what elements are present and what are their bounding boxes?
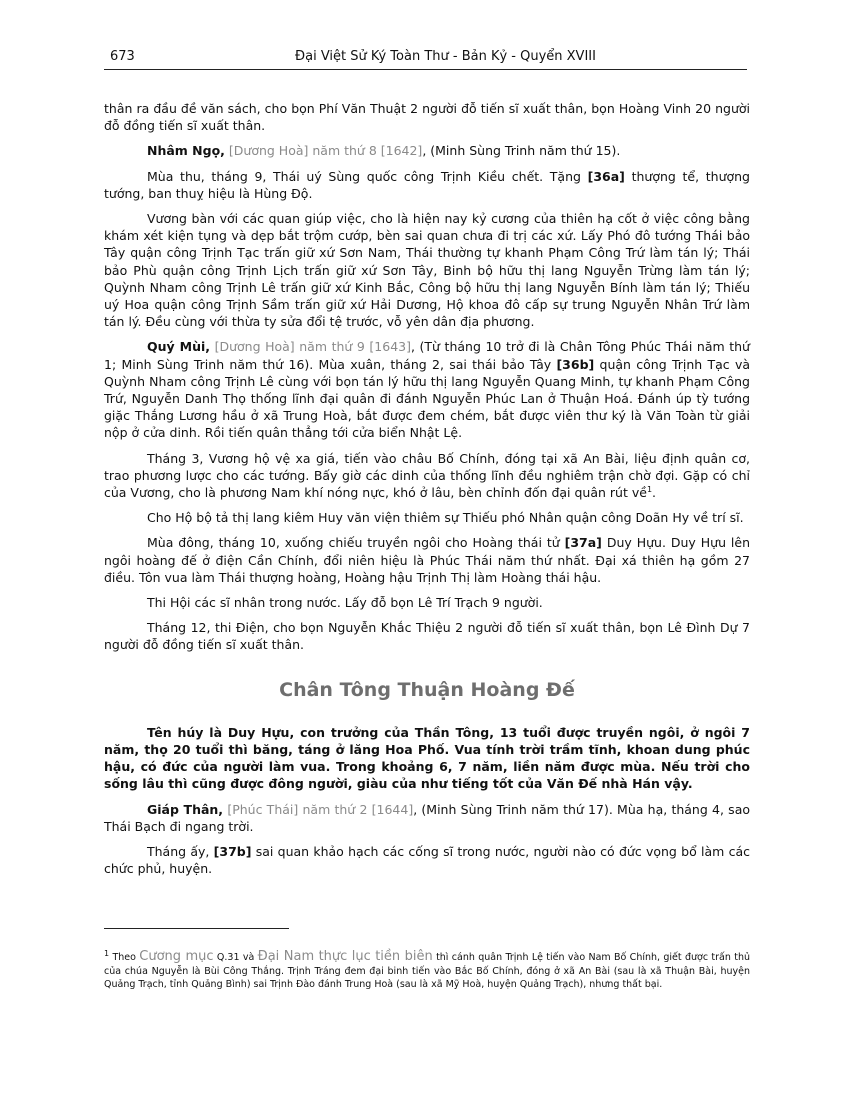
paragraph-text: Tháng 12, thi Điện, cho bọn Nguyễn Khắc Thiệu 2 người đỗ tiến sĩ xuất thân, bọn Lê Đình Dự 7 người đỗ đồng tiến sĩ xuất thân.: [104, 620, 750, 653]
footnote-text: thì cánh quân Trịnh Lệ tiến vào Nam Bố Chính, giết được trấn thủ của chúa Nguyễn là Bùi Công Thắng. Trịnh Tráng đem đại binh tiến vào Bắc Bố Chính, đóng ở xã An Bài (sau là xã Thuận Bài, huyện Quảng Trạch, tỉnh Quảng Bình) sai Trịnh Đào đánh Trung Hoà (sau là xã Mỹ Hoà, huyện Quảng Trạch), nhưng thất bại.: [104, 952, 750, 990]
paragraph-text: Tên húy là Duy Hựu, con trưởng của Thần Tông, 13 tuổi được truyền ngôi, ở ngôi 7 năm, thọ 20 tuổi thì băng, táng ở lăng Hoa Phố. Vua tính trời trầm tĩnh, khoan dung phúc hậu, có đức của người làm vua. Trong khoảng 6, 7 năm, liền năm được mùa. Nếu trời cho sống lâu thì cũng được đông người, giàu của như tiếng tốt của Văn Đế nhà Hán vậy.: [104, 724, 750, 792]
page-ref: [36b]: [556, 356, 595, 372]
paragraph: [104, 594, 750, 611]
paragraph-text: thượng tể, thượng tướng, ban thuỵ hiệu là Hùng Độ.: [104, 168, 750, 201]
footnote: [104, 950, 750, 992]
body-text: [104, 100, 750, 885]
paragraph-text: Mùa thu, tháng 9, Thái uý Sùng quốc công Trịnh Kiều chết. Tặng: [147, 168, 588, 184]
year-entry-nham-ngo: [104, 142, 750, 159]
paragraph: [104, 509, 750, 526]
page-header: [104, 49, 747, 70]
paragraph-text: .: [652, 485, 657, 501]
era-label: [Dương Hoà] năm thứ 9 [1643]: [214, 339, 411, 355]
running-title: Đại Việt Sử Ký Toàn Thư - Bản Kỷ - Quyển XVIII: [295, 49, 596, 64]
era-label: [Dương Hoà] năm thứ 8 [1642]: [228, 143, 423, 159]
section-heading: Chân Tông Thuận Hoàng Đế: [279, 678, 575, 701]
year-label: Giáp Thân,: [147, 801, 224, 817]
paragraph: [104, 168, 750, 202]
footnote-text: Theo: [109, 952, 140, 963]
section-intro: [104, 724, 750, 793]
footnote-source: Cương mục: [139, 949, 214, 964]
paragraph-text: Thi Hội các sĩ nhân trong nước. Lấy đỗ bọn Lê Trí Trạch 9 người.: [147, 595, 543, 611]
paragraph-text: Mùa đông, tháng 10, xuống chiếu truyền ngôi cho Hoàng thái tử: [147, 535, 565, 551]
year-entry-quy-mui: [104, 338, 750, 441]
paragraph: [104, 534, 750, 586]
page-ref: [37b]: [213, 843, 252, 859]
year-entry-giap-than: [104, 801, 750, 835]
footnote-number: 1: [104, 948, 110, 958]
paragraph: [104, 210, 750, 330]
footnote-marker[interactable]: 1: [646, 484, 653, 494]
page-number: 673: [110, 49, 135, 64]
footnote-text: Q.31 và: [213, 952, 258, 963]
page-ref: [36a]: [587, 168, 625, 184]
paragraph-text: , (Minh Sùng Trinh năm thứ 17). Mùa hạ, tháng 4, sao Thái Bạch đi ngang trời.: [104, 801, 751, 834]
paragraph: [104, 619, 750, 653]
paragraph-text: quận công Trịnh Tạc và Quỳnh Nham công Trịnh Lê cùng với bọn tán lý hữu thị lang Nguyễn Quang Minh, tự khanh Phạm Công Trứ, Nguyễn Danh Thọ thống lĩnh đại quân đi đánh Nguyễn Phúc Lan ở Thuận Hoá. Đánh úp tỳ tướng giặc Thắng Lương hầu ở xã Trung Hoà, bắt được đem chém, bắt được viên thư ký là Văn Toàn từ giải nộp ở cửa dinh. Rồi tiến quân thẳng tới cửa biển Nhật Lệ.: [104, 356, 751, 441]
paragraph: [104, 100, 750, 134]
paragraph-text: , (Minh Sùng Trinh năm thứ 15).: [422, 143, 621, 159]
paragraph-text: Cho Hộ bộ tả thị lang kiêm Huy văn viện thiêm sự Thiếu phó Nhân quận công Doãn Hy về trí sĩ.: [147, 510, 744, 526]
page-ref: [37a]: [564, 535, 602, 551]
paragraph-text: Tháng 3, Vương hộ vệ xa giá, tiến vào châu Bố Chính, đóng tại xã An Bài, liệu định quân cơ, trao phương lược cho các tướng. Bấy giờ các dinh của thống lĩnh đều nghiêm trận chờ đợi. Gặp có chỉ của Vương, cho là phương Nam khí nóng nực, khó ở lâu, bèn chỉnh đốn đại quân rút về: [104, 450, 750, 501]
paragraph-text: Vương bàn với các quan giúp việc, cho là hiện nay kỷ cương của thiên hạ cốt ở việc công bằng khám xét kiện tụng và dẹp bắt trộm cướp, bèn sai quan chưa đi trị các xứ. Lấy Phó đô tướng Thái bảo Tây quận công Trịnh Tạc trấn giữ xứ Sơn Nam, Thái thường tự khanh Phạm Công Trứ làm tán lý; Thái bảo Phù quận công Trịnh Lịch trấn giữ xứ Sơn Tây, Binh bộ hữu thị lang Nguyễn Trừng làm tán lý; Quỳnh Nham công Trịnh Lê trấn giữ xứ Kinh Bắc, Công bộ hữu thị lang Nguyễn Bính làm tán lý; Thiếu uý Hoa quận công Trịnh Sầm trấn giữ xứ Hải Dương, Hộ khoa đô cấp sự trung Nguyễn Nhân Trứ làm tán lý. Đều cùng với thừa ty sửa đổi tệ trước, vỗ yên dân địa phương.: [104, 211, 750, 330]
paragraph-text: Duy Hựu. Duy Hựu lên ngôi hoàng đế ở điện Cần Chính, đổi niên hiệu là Phúc Thái năm thứ nhất. Đại xá thiên hạ gồm 27 điều. Tôn vua làm Thái thượng hoàng, Hoàng hậu Trịnh Thị làm Hoàng thái hậu.: [104, 535, 751, 585]
footnote-divider: [104, 928, 289, 929]
footnote-source: Đại Nam thực lục tiền biên: [257, 949, 433, 964]
paragraph-text: , (Từ tháng 10 trở đi là Chân Tông Phúc Thái năm thứ 1; Minh Sùng Trinh năm thứ 16). Mùa xuân, tháng 2, sai thái bảo Tây: [104, 339, 750, 372]
paragraph: [104, 450, 750, 502]
paragraph: [104, 843, 750, 877]
year-label: Nhâm Ngọ,: [147, 143, 225, 159]
paragraph-text: Tháng ấy,: [147, 843, 214, 859]
era-label: [Phúc Thái] năm thứ 2 [1644]: [227, 801, 414, 817]
year-label: Quý Mùi,: [147, 339, 210, 355]
paragraph-text: thân ra đầu đề văn sách, cho bọn Phí Văn Thuật 2 người đỗ tiến sĩ xuất thân, bọn Hoàng Vinh 20 người đỗ đồng tiến sĩ xuất thân.: [104, 101, 750, 134]
paragraph-text: sai quan khảo hạch các cống sĩ trong nước, người nào có đức vọng bổ làm các chức phủ, huyện.: [104, 843, 750, 877]
